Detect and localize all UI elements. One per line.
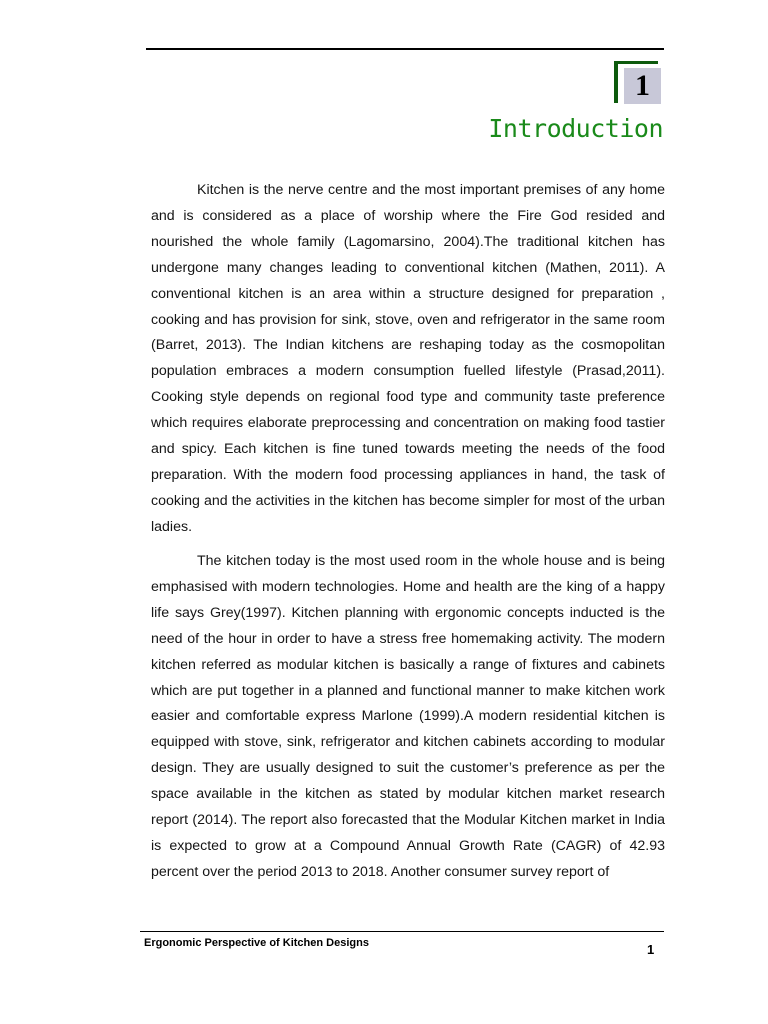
chapter-number-box <box>614 61 658 103</box>
body-paragraph-1 <box>151 178 665 541</box>
body-paragraph-2 <box>151 549 665 886</box>
footer-title: Ergonomic Perspective of Kitchen Designs <box>144 937 369 949</box>
header-rule <box>146 48 664 50</box>
footer-rule <box>140 931 664 932</box>
page-number: 1 <box>647 942 655 957</box>
chapter-title: Introduction <box>488 114 663 143</box>
chapter-number: 1 <box>624 68 661 104</box>
paragraph-text: The kitchen today is the most used room in the whole house and is being emphasised with modern technologies. Home and health are the king of a happy life says Grey(1997). Kitchen planning with ergonomic concepts inducted is the need of the hour in order to have a stress free homemaking activity. The modern kitchen referred as modular kitchen is basically a range of fixtures and cabinets which are put together in a planned and functional manner to make kitchen work easier and comfortable express Marlone (1999).A modern residential kitchen is equipped with stove, sink, refrigerator and kitchen cabinets according to modular design. They are usually designed to suit the customer’s preference as per the space available in the kitchen as stated by modular kitchen market research report (2014). The report also forecasted that the Modular Kitchen market in India is expected to grow at a Compound Annual Growth Rate (CAGR) of 42.93 percent over the period 2013 to 2018. Another consumer survey report of <box>151 553 665 880</box>
paragraph-text: Kitchen is the nerve centre and the most important premises of any home and is considered as a place of worship where the Fire God resided and nourished the whole family (Lagomarsino, 2004).The traditional kitchen has undergone many changes leading to conventional kitchen (Mathen, 2011). A conventional kitchen is an area within a structure designed for preparation , cooking and has provision for sink, stove, oven and refrigerator in the same room (Barret, 2013). The Indian kitchens are reshaping today as the cosmopolitan population embraces a modern consumption fuelled lifestyle (Prasad,2011). Cooking style depends on regional food type and community taste preference which requires elaborate preprocessing and concentration on making food tastier and spicy. Each kitchen is fine tuned towards meeting the needs of the food preparation. With the modern food processing appliances in hand, the task of cooking and the activities in the kitchen has become simpler for most of the urban ladies. <box>151 182 665 535</box>
